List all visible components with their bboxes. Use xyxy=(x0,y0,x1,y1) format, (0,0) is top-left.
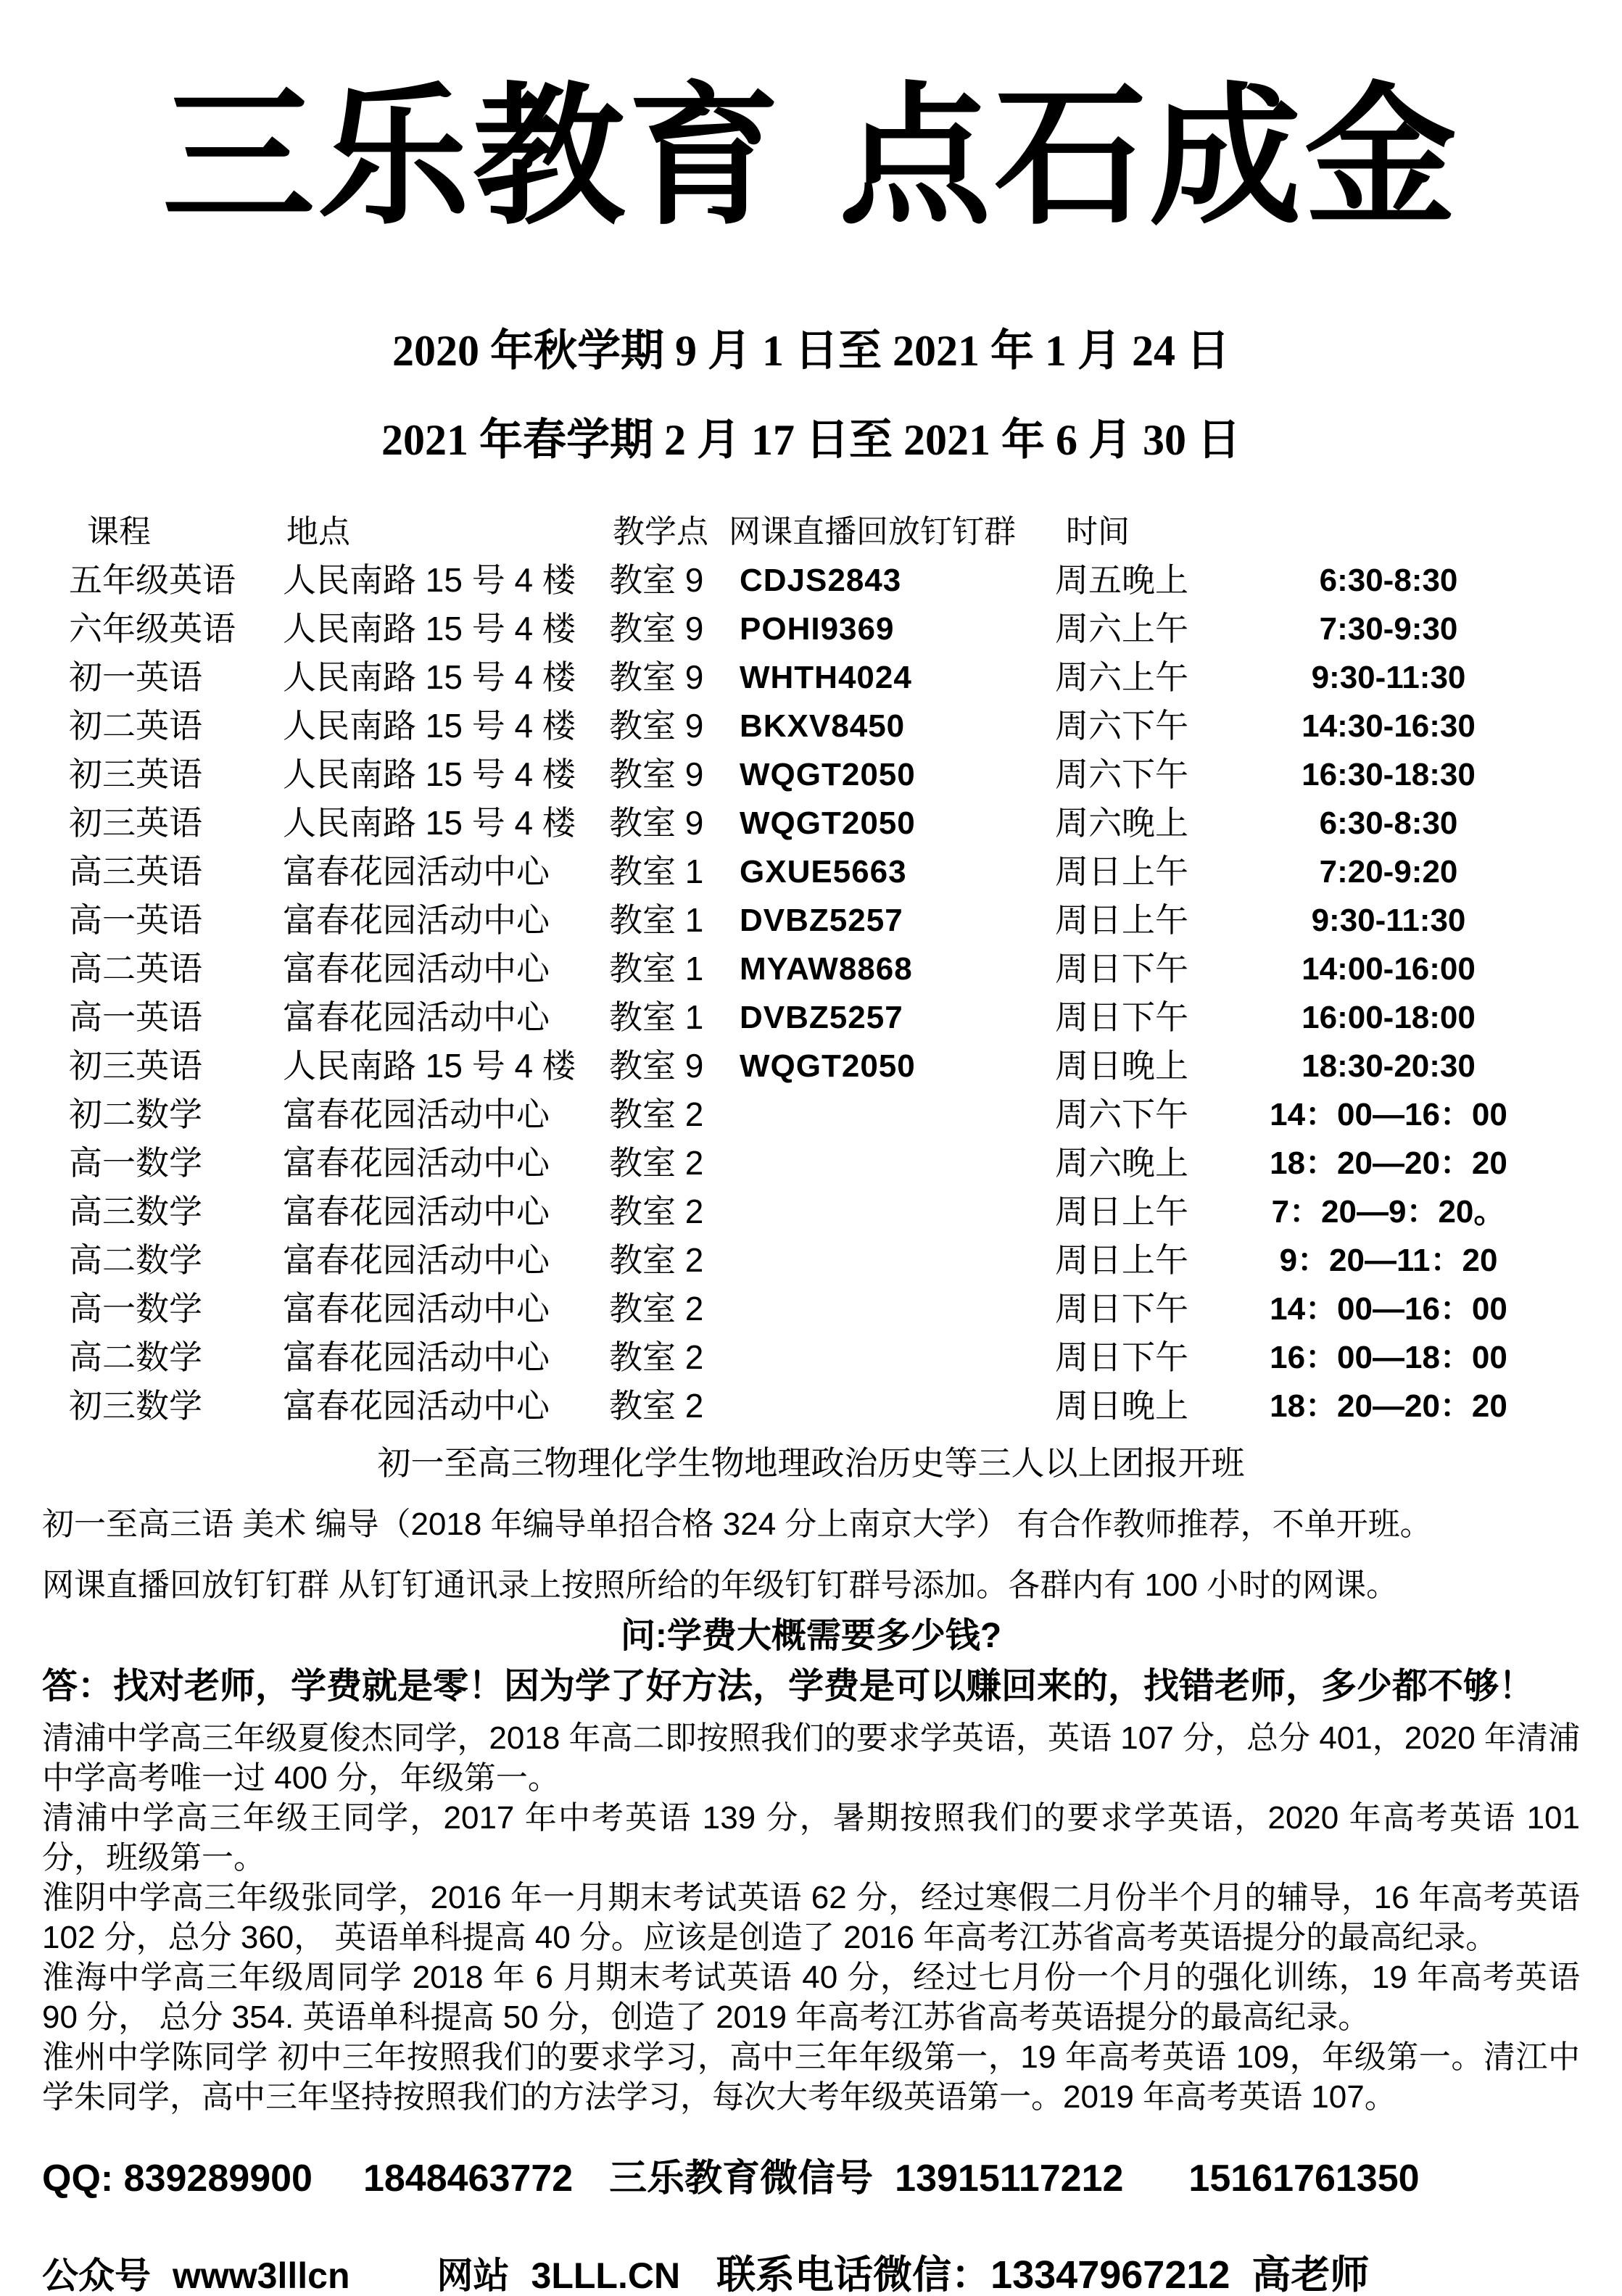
schedule-rows xyxy=(0,556,1622,1430)
time-cell: 18：20—20：20 xyxy=(1270,1145,1507,1181)
course-cell: 五年级英语 xyxy=(69,560,236,599)
dingtalk-group-cell: BKXV8450 xyxy=(740,708,906,744)
contact-person: 高老师 xyxy=(1251,2253,1370,2296)
dingtalk-group-cell: DVBZ5257 xyxy=(740,999,903,1035)
testimonial-paragraph: 清浦中学高三年级夏俊杰同学，2018 年高二即按照我们的要求学英语，英语 107 分，总分 401，2020 年清浦中学高考唯一过 400 分，年级第一。 xyxy=(42,1720,1580,1796)
col-header-room: 教学点 xyxy=(613,513,708,550)
day-cell: 周六下午 xyxy=(1055,1095,1188,1133)
fee-question: 问:学费大概需要多少钱? xyxy=(620,1616,1002,1655)
wechat-label: 三乐教育微信号 xyxy=(609,2157,874,2200)
room-cell: 教室 9 xyxy=(609,755,704,793)
site-url: 3LLL.CN xyxy=(531,2255,681,2296)
day-cell: 周日上午 xyxy=(1055,1240,1188,1279)
time-cell: 7:30-9:30 xyxy=(1319,610,1458,647)
location-cell: 人民南路 15 号 4 楼 xyxy=(283,560,576,599)
time-cell: 16：00—18：00 xyxy=(1270,1339,1507,1375)
phone-label: 联系电话微信： xyxy=(716,2253,991,2296)
wechat-number-2: 15161761350 xyxy=(1188,2157,1420,2200)
location-cell: 富春花园活动中心 xyxy=(283,1192,550,1230)
room-cell: 教室 2 xyxy=(609,1386,704,1425)
col-header-course: 课程 xyxy=(87,513,151,550)
table-row xyxy=(0,945,1622,993)
table-row xyxy=(0,993,1622,1042)
day-cell: 周日晚上 xyxy=(1055,1046,1188,1085)
day-cell: 周日下午 xyxy=(1055,998,1188,1036)
room-cell: 教室 1 xyxy=(609,852,704,890)
day-cell: 周日上午 xyxy=(1055,900,1188,939)
site-label: 网站 xyxy=(436,2255,510,2296)
mp-account: www3lllcn xyxy=(173,2255,350,2296)
table-row xyxy=(0,896,1622,945)
table-row xyxy=(0,605,1622,653)
course-cell: 高二英语 xyxy=(69,949,202,987)
room-cell: 教室 9 xyxy=(609,609,704,647)
time-cell: 9:30-11:30 xyxy=(1311,659,1466,695)
table-row xyxy=(0,1139,1622,1188)
testimonial-paragraph: 淮州中学陈同学 初中三年按照我们的要求学习，高中三年年级第一，19 年高考英语 109，年级第一。清江中学朱同学，高中三年坚持按照我们的方法学习，每次大考年级英语第一。2019 年高考英语 107。 xyxy=(42,2039,1580,2115)
location-cell: 富春花园活动中心 xyxy=(283,1143,550,1182)
course-cell: 初一英语 xyxy=(69,658,202,696)
dingtalk-group-cell: CDJS2843 xyxy=(740,562,902,598)
room-cell: 教室 2 xyxy=(609,1143,704,1182)
day-cell: 周五晚上 xyxy=(1055,560,1188,599)
day-cell: 周六晚上 xyxy=(1055,803,1188,842)
course-cell: 初二数学 xyxy=(69,1095,202,1133)
time-cell: 18：20—20：20 xyxy=(1270,1388,1507,1424)
time-cell: 6:30-8:30 xyxy=(1319,562,1458,598)
day-cell: 周日晚上 xyxy=(1055,1386,1188,1425)
course-cell: 高三数学 xyxy=(69,1192,202,1230)
course-cell: 高三英语 xyxy=(69,852,202,890)
location-cell: 富春花园活动中心 xyxy=(283,852,550,890)
time-cell: 14:00-16:00 xyxy=(1302,950,1476,987)
day-cell: 周六下午 xyxy=(1055,706,1188,745)
course-cell: 高一英语 xyxy=(69,900,202,939)
testimonial-paragraph: 淮阴中学高三年级张同学，2016 年一月期末考试英语 62 分，经过寒假二月份半个月的辅导，16 年高考英语 102 分，总分 360， 英语单科提高 40 分。应该是创造了 2016 年高考江苏省高考英语提分的最高纪录。 xyxy=(42,1879,1580,1955)
time-cell: 9:30-11:30 xyxy=(1311,902,1466,938)
term-dates-fall: 2020 年秋学期 9 月 1 日至 2021 年 1 月 24 日 xyxy=(392,326,1230,375)
mp-label: 公众号 xyxy=(42,2255,151,2296)
course-cell: 初二英语 xyxy=(69,706,202,745)
room-cell: 教室 9 xyxy=(609,658,704,696)
course-cell: 初三英语 xyxy=(69,803,202,842)
location-cell: 人民南路 15 号 4 楼 xyxy=(283,658,576,696)
table-row xyxy=(0,1042,1622,1090)
course-cell: 初三英语 xyxy=(69,1046,202,1085)
dingtalk-group-cell: WQGT2050 xyxy=(740,805,916,841)
course-cell: 高一数学 xyxy=(69,1289,202,1327)
course-cell: 高一英语 xyxy=(69,998,202,1036)
term-dates-spring: 2021 年春学期 2 月 17 日至 2021 年 6 月 30 日 xyxy=(381,415,1241,464)
table-row xyxy=(0,1236,1622,1285)
day-cell: 周日下午 xyxy=(1055,949,1188,987)
table-row xyxy=(0,750,1622,799)
day-cell: 周日下午 xyxy=(1055,1338,1188,1376)
time-cell: 14：00—16：00 xyxy=(1270,1096,1507,1132)
schedule-header-row xyxy=(0,507,1622,556)
room-cell: 教室 1 xyxy=(609,998,704,1036)
day-cell: 周日上午 xyxy=(1055,852,1188,890)
room-cell: 教室 2 xyxy=(609,1095,704,1133)
contact-qq-line xyxy=(42,2147,1580,2202)
dingtalk-group-cell: WHTH4024 xyxy=(740,659,912,695)
location-cell: 富春花园活动中心 xyxy=(283,900,550,939)
day-cell: 周日下午 xyxy=(1055,1289,1188,1327)
time-cell: 16:00-18:00 xyxy=(1302,999,1476,1035)
table-row xyxy=(0,1188,1622,1236)
location-cell: 富春花园活动中心 xyxy=(283,1095,550,1133)
table-row xyxy=(0,653,1622,702)
location-cell: 富春花园活动中心 xyxy=(283,1386,550,1425)
table-row xyxy=(0,847,1622,896)
table-row xyxy=(0,1090,1622,1139)
qq-number-1: 839289900 xyxy=(123,2157,313,2200)
dingtalk-group-cell: POHI9369 xyxy=(740,610,895,647)
time-cell: 9：20—11：20 xyxy=(1279,1242,1498,1278)
room-cell: 教室 2 xyxy=(609,1192,704,1230)
time-cell: 18:30-20:30 xyxy=(1302,1048,1476,1084)
group-enroll-note: 初一至高三物理化学生物地理政治历史等三人以上团报开班 xyxy=(377,1443,1245,1482)
dingtalk-group-cell: DVBZ5257 xyxy=(740,902,903,938)
location-cell: 富春花园活动中心 xyxy=(283,1338,550,1376)
room-cell: 教室 2 xyxy=(609,1289,704,1327)
day-cell: 周日上午 xyxy=(1055,1192,1188,1230)
testimonial-paragraph: 淮海中学高三年级周同学 2018 年 6 月期末考试英语 40 分，经过七月份一个月的强化训练，19 年高考英语 90 分， 总分 354. 英语单科提高 50 分，创造了 2019 年高考江苏省高考英语提分的最高纪录。 xyxy=(42,1959,1580,2035)
table-row xyxy=(0,702,1622,750)
room-cell: 教室 9 xyxy=(609,803,704,842)
time-cell: 14:30-16:30 xyxy=(1302,708,1476,744)
course-cell: 高二数学 xyxy=(69,1338,202,1376)
fee-answer: 答：找对老师，学费就是零！因为学了好方法，学费是可以赚回来的，找错老师，多少都不够！ xyxy=(42,1666,1535,1706)
course-cell: 初三数学 xyxy=(69,1386,202,1425)
location-cell: 富春花园活动中心 xyxy=(283,949,550,987)
schedule-table xyxy=(0,507,1622,1430)
room-cell: 教室 1 xyxy=(609,949,704,987)
dingtalk-group-cell: GXUE5663 xyxy=(740,853,907,890)
qq-number-2: 1848463772 xyxy=(363,2157,574,2200)
course-cell: 高二数学 xyxy=(69,1240,202,1279)
time-cell: 14：00—16：00 xyxy=(1270,1290,1507,1327)
dingtalk-group-cell: WQGT2050 xyxy=(740,756,916,792)
art-course-note: 初一至高三语 美术 编导（2018 年编导单招合格 324 分上南京大学） 有合作教师推荐，不单开班。 xyxy=(42,1506,1432,1542)
table-row xyxy=(0,1382,1622,1430)
location-cell: 富春花园活动中心 xyxy=(283,1289,550,1327)
dingtalk-note: 网课直播回放钉钉群 从钉钉通讯录上按照所给的年级钉钉群号添加。各群内有 100 小时的网课。 xyxy=(42,1567,1399,1603)
phone-number: 13347967212 xyxy=(990,2253,1230,2296)
table-row xyxy=(0,799,1622,847)
time-cell: 16:30-18:30 xyxy=(1302,756,1476,792)
col-header-time: 时间 xyxy=(1066,513,1130,550)
course-cell: 高一数学 xyxy=(69,1143,202,1182)
time-cell: 6:30-8:30 xyxy=(1319,805,1458,841)
location-cell: 富春花园活动中心 xyxy=(283,998,550,1036)
page-title: 三乐教育 点石成金 xyxy=(162,67,1460,246)
day-cell: 周六晚上 xyxy=(1055,1143,1188,1182)
contact-bottom-line xyxy=(42,2244,1580,2296)
location-cell: 人民南路 15 号 4 楼 xyxy=(283,706,576,745)
room-cell: 教室 9 xyxy=(609,706,704,745)
table-row xyxy=(0,1333,1622,1382)
testimonials-section xyxy=(42,1718,1580,2117)
col-header-dingtalk-group: 网课直播回放钉钉群 xyxy=(729,513,1016,550)
testimonial-paragraph: 清浦中学高三年级王同学，2017 年中考英语 139 分，暑期按照我们的要求学英语，2020 年高考英语 101 分，班级第一。 xyxy=(42,1799,1580,1876)
location-cell: 人民南路 15 号 4 楼 xyxy=(283,755,576,793)
course-cell: 六年级英语 xyxy=(69,609,236,647)
dingtalk-group-cell: WQGT2050 xyxy=(740,1048,916,1084)
location-cell: 人民南路 15 号 4 楼 xyxy=(283,609,576,647)
qq-label: QQ: xyxy=(42,2157,124,2200)
room-cell: 教室 2 xyxy=(609,1338,704,1376)
location-cell: 人民南路 15 号 4 楼 xyxy=(283,1046,576,1085)
time-cell: 7：20—9：20。 xyxy=(1271,1193,1506,1230)
room-cell: 教室 9 xyxy=(609,560,704,599)
table-row xyxy=(0,1285,1622,1333)
dingtalk-group-cell: MYAW8868 xyxy=(740,950,913,987)
location-cell: 富春花园活动中心 xyxy=(283,1240,550,1279)
course-cell: 初三英语 xyxy=(69,755,202,793)
day-cell: 周六上午 xyxy=(1055,609,1188,647)
room-cell: 教室 2 xyxy=(609,1240,704,1279)
day-cell: 周六下午 xyxy=(1055,755,1188,793)
wechat-number-1: 13915117212 xyxy=(895,2157,1124,2200)
day-cell: 周六上午 xyxy=(1055,658,1188,696)
col-header-location: 地点 xyxy=(286,513,350,550)
location-cell: 人民南路 15 号 4 楼 xyxy=(283,803,576,842)
table-row xyxy=(0,556,1622,605)
room-cell: 教室 9 xyxy=(609,1046,704,1085)
room-cell: 教室 1 xyxy=(609,900,704,939)
time-cell: 7:20-9:20 xyxy=(1319,853,1458,890)
